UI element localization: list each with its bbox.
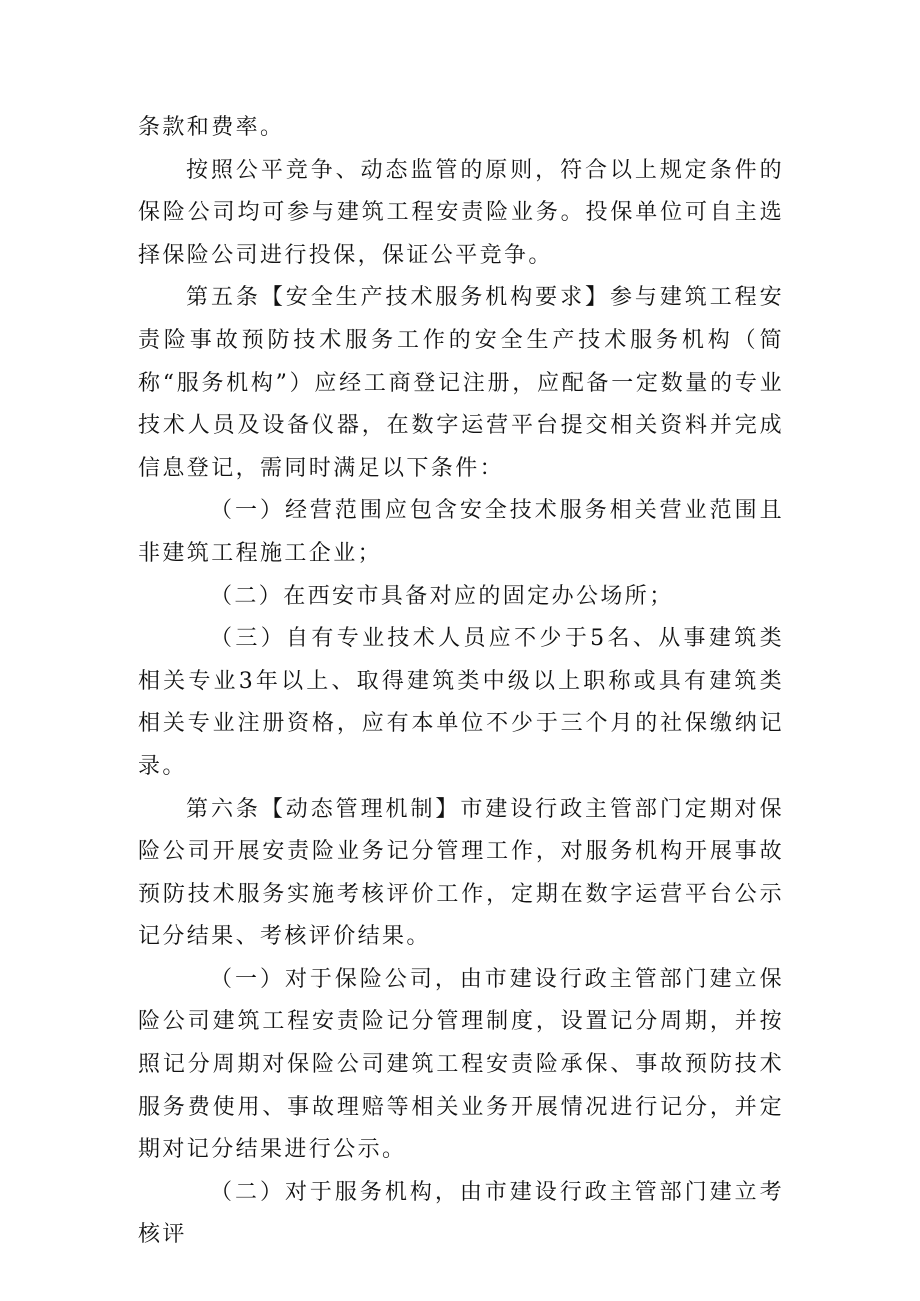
document-body <box>138 107 784 1257</box>
paragraph-continuation: 条款和费率。 <box>138 115 285 140</box>
list-item-article-6-1: （一）对于保险公司，由市建设行政主管部门建立保险公司建筑工程安责险记分管理制度，设置记分周期，并按照记分周期对保险公司建筑工程安责险承保、事故预防技术服务费使用、事故理赔等相关业务开展情况进行记分，并定期对记分结果进行公示。 <box>138 966 784 1163</box>
list-item-article-5-2: （二）在西安市具备对应的固定办公场所； <box>210 583 674 609</box>
list-item-article-5-3: （三）自有专业技术人员应不少于5名、从事建筑类相关专业3年以上、取得建筑类中级以上职称或具有建筑类相关专业注册资格，应有本单位不少于三个月的社保缴纳记录。 <box>138 626 784 779</box>
list-item-article-5-1: （一）经营范围应包含安全技术服务相关营业范围且非建筑工程施工企业； <box>138 498 784 566</box>
list-item-article-6-2: （二）对于服务机构，由市建设行政主管部门建立考核评 <box>138 1179 784 1248</box>
paragraph-fair-competition: 按照公平竞争、动态监管的原则，符合以上规定条件的保险公司均可参与建筑工程安责险业务。投保单位可自主选择保险公司进行投保，保证公平竞争。 <box>138 157 784 268</box>
paragraph-article-6: 第六条【动态管理机制】市建设行政主管部门定期对保险公司开展安责险业务记分管理工作，对服务机构开展事故预防技术服务实施考核评价工作，定期在数字运营平台公示记分结果、考核评价结果。 <box>138 796 784 950</box>
paragraph-article-5: 第五条【安全生产技术服务机构要求】参与建筑工程安责险事故预防技术服务工作的安全生产技术服务机构（简称“服务机构”）应经工商登记注册，应配备一定数量的专业技术人员及设备仪器，在数字运营平台提交相关资料并完成信息登记，需同时满足以下条件： <box>138 285 784 481</box>
